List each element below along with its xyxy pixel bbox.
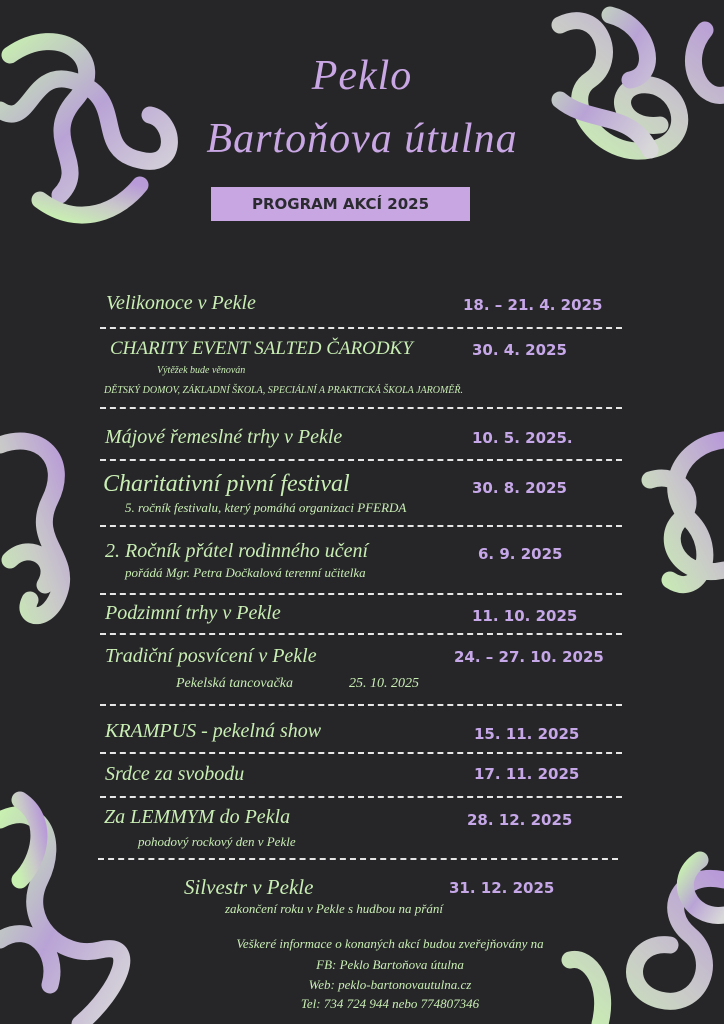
event-date: 15. 11. 2025 (474, 725, 580, 743)
divider (100, 752, 622, 754)
divider (100, 633, 622, 635)
event-title: 2. Ročník přátel rodinného učení (105, 540, 369, 562)
event-date: 31. 12. 2025 (449, 879, 555, 897)
event-date: 6. 9. 2025 (478, 545, 563, 563)
divider (100, 327, 622, 329)
event-title: Silvestr v Pekle (184, 875, 314, 899)
event-title: Májové řemeslné trhy v Pekle (105, 426, 343, 448)
event-title: KRAMPUS - pekelná show (105, 720, 322, 742)
event-date: 28. 12. 2025 (467, 811, 573, 829)
event-date: 24. – 27. 10. 2025 (454, 648, 604, 666)
page-title-line2: Bartoňova útulna (206, 116, 518, 162)
event-subtitle: DĚTSKÝ DOMOV, ZÁKLADNÍ ŠKOLA, SPECIÁLNÍ A PRAKTICKÁ ŠKOLA JAROMĚŘ. (104, 385, 464, 396)
divider (100, 593, 622, 595)
event-subtitle: Pekelská tancovačka (176, 676, 293, 691)
footer-web: Web: peklo-bartonovautulna.cz (308, 977, 472, 992)
event-subtitle: pořádá Mgr. Petra Dočkalová terenní učitelka (125, 565, 366, 580)
event-date: 18. – 21. 4. 2025 (463, 296, 603, 314)
divider (100, 459, 622, 461)
divider (98, 858, 618, 860)
event-subtitle: 5. ročník festivalu, který pomáhá organizaci PFERDA (125, 500, 407, 515)
footer-phone: Tel: 734 724 944 nebo 774807346 (300, 996, 480, 1011)
event-title: Podzimní trhy v Pekle (105, 602, 281, 624)
event-subtitle: Výtěžek bude věnován (157, 365, 246, 376)
event-date: 11. 10. 2025 (472, 607, 578, 625)
event-title: Srdce za svobodu (105, 763, 245, 785)
event-date: 30. 4. 2025 (472, 341, 567, 359)
event-subtitle: pohodový rockový den v Pekle (138, 834, 296, 849)
divider (100, 704, 622, 706)
event-title: Za LEMMYM do Pekla (104, 806, 291, 828)
divider (100, 407, 622, 409)
divider (100, 796, 622, 798)
event-date: 17. 11. 2025 (474, 765, 580, 783)
event-title: Charitativní pivní festival (103, 471, 350, 497)
event-title: Velikonoce v Pekle (106, 292, 256, 314)
divider (100, 525, 622, 527)
event-date: 30. 8. 2025 (472, 479, 567, 497)
event-subtitle-date: 25. 10. 2025 (349, 676, 419, 691)
page-title-line1: Peklo (311, 53, 413, 99)
event-title: Tradiční posvícení v Pekle (105, 645, 317, 667)
event-title: CHARITY EVENT SALTED ČARODKY (110, 338, 413, 359)
footer-info: Veškeré informace o konaných akcí budou zveřejňovány na (236, 936, 544, 951)
event-date: 10. 5. 2025. (472, 429, 573, 447)
program-banner: PROGRAM AKCÍ 2025 (211, 187, 470, 221)
footer-facebook: FB: Peklo Bartoňova útulna (316, 957, 464, 972)
event-subtitle: zakončení roku v Pekle s hudbou na přání (225, 901, 443, 916)
